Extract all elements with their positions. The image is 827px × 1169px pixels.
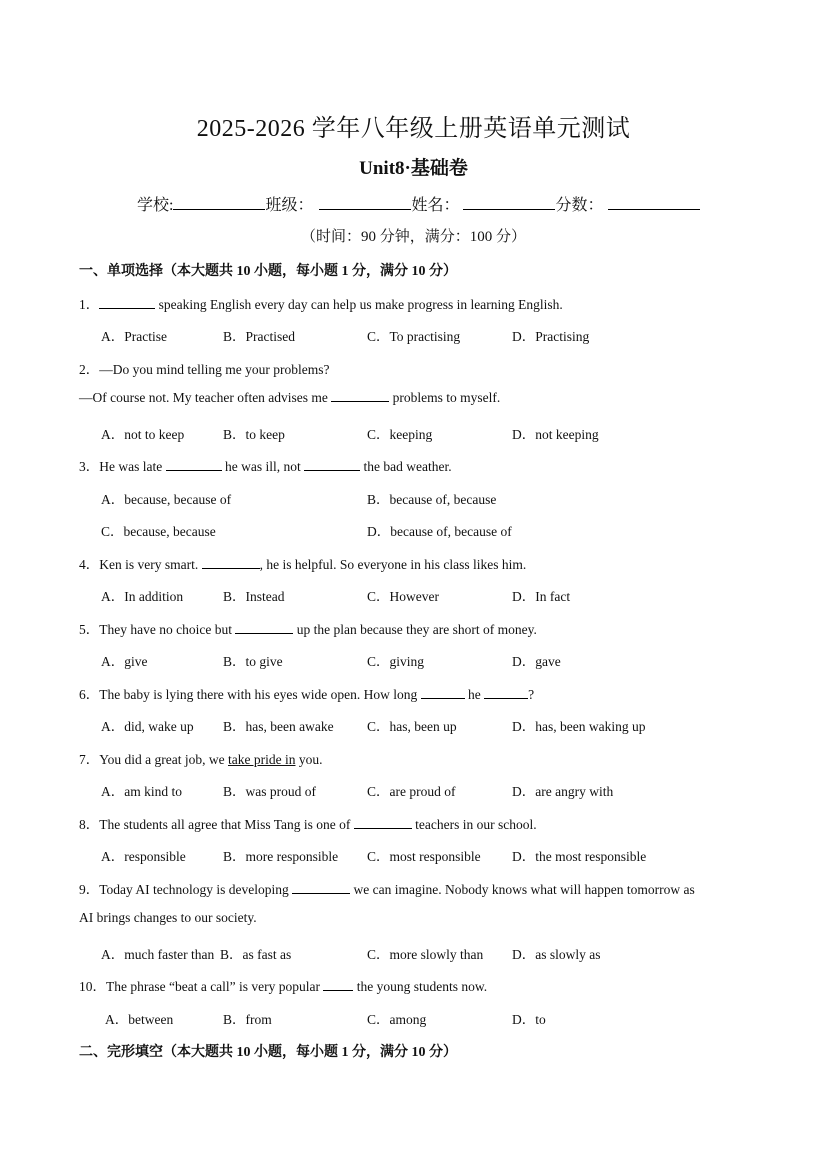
option-c[interactable]: C．giving <box>367 654 425 669</box>
question-10 <box>79 975 487 995</box>
answer-blank <box>331 390 389 402</box>
underlined-phrase: take pride in <box>228 752 296 767</box>
answer-blank <box>166 459 222 471</box>
option-c[interactable]: C．has, been up <box>367 719 457 734</box>
question-text: we can imagine. Nobody knows what will happen tomorrow as <box>350 882 695 897</box>
question-text: ? <box>528 687 535 702</box>
option-d[interactable]: D．not keeping <box>512 427 599 442</box>
question-4 <box>79 553 526 573</box>
answer-blank <box>292 882 350 894</box>
name-label: 姓名： <box>411 197 460 214</box>
answer-blank <box>99 297 155 309</box>
question-text: the young students now. <box>353 979 488 994</box>
question-text: —Of course not. My teacher often advises me <box>79 390 332 405</box>
question-text: The students all agree that Miss Tang is one of <box>99 817 354 832</box>
question-text: The phrase “beat a call” is very popular <box>106 979 324 994</box>
answer-blank <box>421 687 465 699</box>
option-c[interactable]: C．keeping <box>367 427 433 442</box>
question-text: Ken is very smart. <box>99 557 202 572</box>
option-a[interactable]: A．between <box>105 1012 174 1027</box>
question-6 <box>79 683 534 703</box>
question-text: speaking English every day can help us make progress in learning English. <box>155 297 563 312</box>
question-text: You did a great job, we <box>99 752 228 767</box>
question-number: 9． <box>79 882 100 897</box>
question-text: he was ill, not <box>221 459 305 474</box>
option-a[interactable]: A．In addition <box>101 589 184 604</box>
question-1 <box>79 293 563 313</box>
option-d[interactable]: D．are angry with <box>512 784 614 799</box>
option-d[interactable]: D．as slowly as <box>512 947 601 962</box>
question-text: teachers in our school. <box>411 817 537 832</box>
answer-blank <box>304 459 360 471</box>
option-a[interactable]: A．Practise <box>101 329 167 344</box>
class-blank <box>319 195 411 210</box>
page-subtitle: Unit8·基础卷 <box>359 158 468 179</box>
option-c[interactable]: C．are proud of <box>367 784 456 799</box>
option-b[interactable]: B．Practised <box>223 329 295 344</box>
option-c[interactable]: C．because, because <box>101 524 216 539</box>
answer-blank <box>202 557 260 569</box>
question-8 <box>79 813 537 833</box>
question-7 <box>79 748 322 768</box>
page-title: 2025-2026 学年八年级上册英语单元测试 <box>196 116 631 142</box>
question-text: the bad weather. <box>360 459 452 474</box>
answer-blank <box>484 687 528 699</box>
option-c[interactable]: C．To practising <box>367 329 461 344</box>
question-number: 8． <box>79 817 100 832</box>
class-label: 班级： <box>265 197 314 214</box>
section1-title: 一、单项选择（本大题共 10 小题，每小题 1 分，满分 10 分） <box>79 264 457 279</box>
option-b[interactable]: B．to keep <box>223 427 285 442</box>
option-a[interactable]: A．am kind to <box>101 784 182 799</box>
option-a[interactable]: A．responsible <box>101 849 186 864</box>
option-d[interactable]: D．the most responsible <box>512 849 647 864</box>
answer-blank <box>323 979 353 991</box>
option-c[interactable]: C．However <box>367 589 439 604</box>
option-c[interactable]: C．among <box>367 1012 427 1027</box>
question-9 <box>79 878 695 898</box>
answer-blank <box>235 622 293 634</box>
question-text: problems to myself. <box>389 390 501 405</box>
option-b[interactable]: B．to give <box>223 654 283 669</box>
question-2-line2 <box>79 390 500 406</box>
question-text: up the plan because they are short of money. <box>293 622 537 637</box>
question-number: 2． <box>79 362 100 377</box>
student-info-row <box>137 192 700 215</box>
question-text: They have no choice but <box>99 622 236 637</box>
option-b[interactable]: B．as fast as <box>220 947 292 962</box>
option-b[interactable]: B．Instead <box>223 589 285 604</box>
option-b[interactable]: B．from <box>223 1012 272 1027</box>
option-a[interactable]: A．much faster than <box>101 947 215 962</box>
score-label: 分数： <box>555 197 604 214</box>
option-c[interactable]: C．most responsible <box>367 849 481 864</box>
option-d[interactable]: D．gave <box>512 654 561 669</box>
option-c[interactable]: C．more slowly than <box>367 947 484 962</box>
option-a[interactable]: A．did, wake up <box>101 719 194 734</box>
name-blank <box>463 195 555 210</box>
question-text: —Do you mind telling me your problems? <box>99 362 330 377</box>
time-info: （时间：90 分钟，满分：100 分） <box>300 229 526 245</box>
option-b[interactable]: B．because of, because <box>367 492 497 507</box>
question-text: He was late <box>99 459 166 474</box>
option-d[interactable]: D．Practising <box>512 329 590 344</box>
option-a[interactable]: A．because, because of <box>101 492 232 507</box>
question-9-line2: AI brings changes to our society. <box>79 910 257 925</box>
option-b[interactable]: B．has, been awake <box>223 719 334 734</box>
question-text: , he is helpful. So everyone in his class likes him. <box>259 557 527 572</box>
question-5 <box>79 618 537 638</box>
option-b[interactable]: B．more responsible <box>223 849 339 864</box>
question-number: 1． <box>79 297 100 312</box>
option-b[interactable]: B．was proud of <box>223 784 316 799</box>
question-3 <box>79 455 452 475</box>
option-d[interactable]: D．In fact <box>512 589 571 604</box>
question-number: 4． <box>79 557 100 572</box>
answer-blank <box>354 817 412 829</box>
option-d[interactable]: D．to <box>512 1012 546 1027</box>
school-blank <box>173 195 265 210</box>
question-text: he <box>464 687 485 702</box>
question-number: 6． <box>79 687 100 702</box>
option-d[interactable]: D．because of, because of <box>367 524 512 539</box>
option-a[interactable]: A．not to keep <box>101 427 185 442</box>
question-text: you. <box>295 752 323 767</box>
option-a[interactable]: A．give <box>101 654 148 669</box>
question-number: 10． <box>79 979 106 994</box>
question-number: 5． <box>79 622 100 637</box>
question-text: Today AI technology is developing <box>99 882 293 897</box>
option-d[interactable]: D．has, been waking up <box>512 719 646 734</box>
question-number: 3． <box>79 459 100 474</box>
section2-title: 二、完形填空（本大题共 10 小题，每小题 1 分，满分 10 分） <box>79 1045 457 1060</box>
question-text: The baby is lying there with his eyes wide open. How long <box>99 687 421 702</box>
question-2 <box>79 358 329 378</box>
question-number: 7． <box>79 752 100 767</box>
school-label: 学校: <box>137 197 174 214</box>
score-blank <box>608 195 700 210</box>
